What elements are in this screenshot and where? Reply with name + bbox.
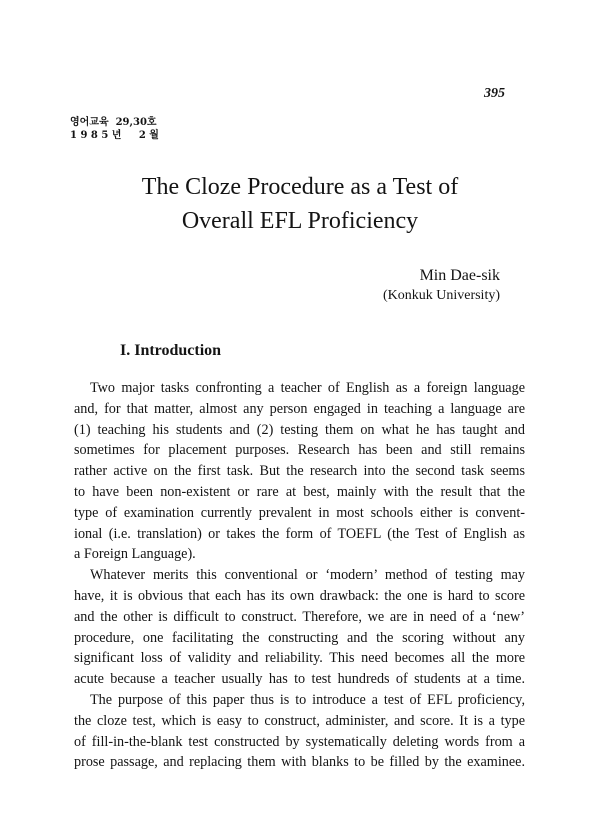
body-line: the cloze test, which is easy to construct, administer, and score. It is a type [74, 712, 525, 729]
body-line: to have been non-existent or rare at best, mainly with the result that the [74, 483, 525, 500]
body-line: rather active on the first task. But the research into the second task seems [74, 463, 525, 480]
body-line: and the other is difficult to construct. Therefore, we are in need of a ‘new’ [74, 608, 525, 625]
journal-volume: 영어교육 29,30호 [70, 117, 157, 128]
author-affiliation: (Konkuk University) [382, 288, 500, 303]
body-text [74, 378, 525, 773]
paper-title [0, 170, 600, 238]
paper-title-line-2: Overall EFL Proficiency [181, 208, 419, 234]
body-line: ional (i.e. translation) or takes the form of TOEFL (the Test of English as [74, 525, 525, 542]
paper-title-line-1: The Cloze Procedure as a Test of [141, 174, 459, 200]
body-line: Whatever merits this conventional or ‘modern’ method of testing may [90, 567, 525, 584]
body-line: Two major tasks confronting a teacher of English as a foreign language [90, 380, 525, 396]
author-block [383, 266, 500, 306]
body-line: The purpose of this paper thus is to introduce a test of EFL proficiency, [90, 691, 525, 708]
body-line: and, for that matter, almost any person engaged in teaching a language are [74, 400, 525, 417]
body-line: procedure, one facilitating the constructing and the scoring without any [74, 629, 525, 646]
journal-info [70, 116, 159, 142]
body-line: acute because a teacher usually has to test hundreds of students at a time. [74, 671, 525, 688]
body-line: type of examination currently prevalent in most schools either is convent- [74, 504, 525, 521]
body-line: a Foreign Language). [74, 546, 196, 563]
body-line: (1) teaching his students and (2) testing them on what he has taught and [74, 421, 525, 438]
body-line: sometimes for placement purposes. Research has been and still remains [74, 442, 525, 459]
body-line: of fill-in-the-blank test constructed by systematically deleting words from a [74, 733, 525, 750]
body-line: significant loss of validity and reliability. This need becomes all the more [74, 650, 525, 667]
journal-date: 1 9 8 5 년 2 월 [70, 130, 159, 141]
section-heading: I. Introduction [120, 342, 222, 359]
author-name: Min Dae-sik [419, 267, 500, 284]
body-line: prose passage, and replacing them with blanks to be filled by the examinee. [74, 754, 525, 771]
page-number: 395 [484, 86, 505, 101]
body-line: have, it is obvious that each has its own drawback: the one is hard to score [74, 587, 525, 604]
